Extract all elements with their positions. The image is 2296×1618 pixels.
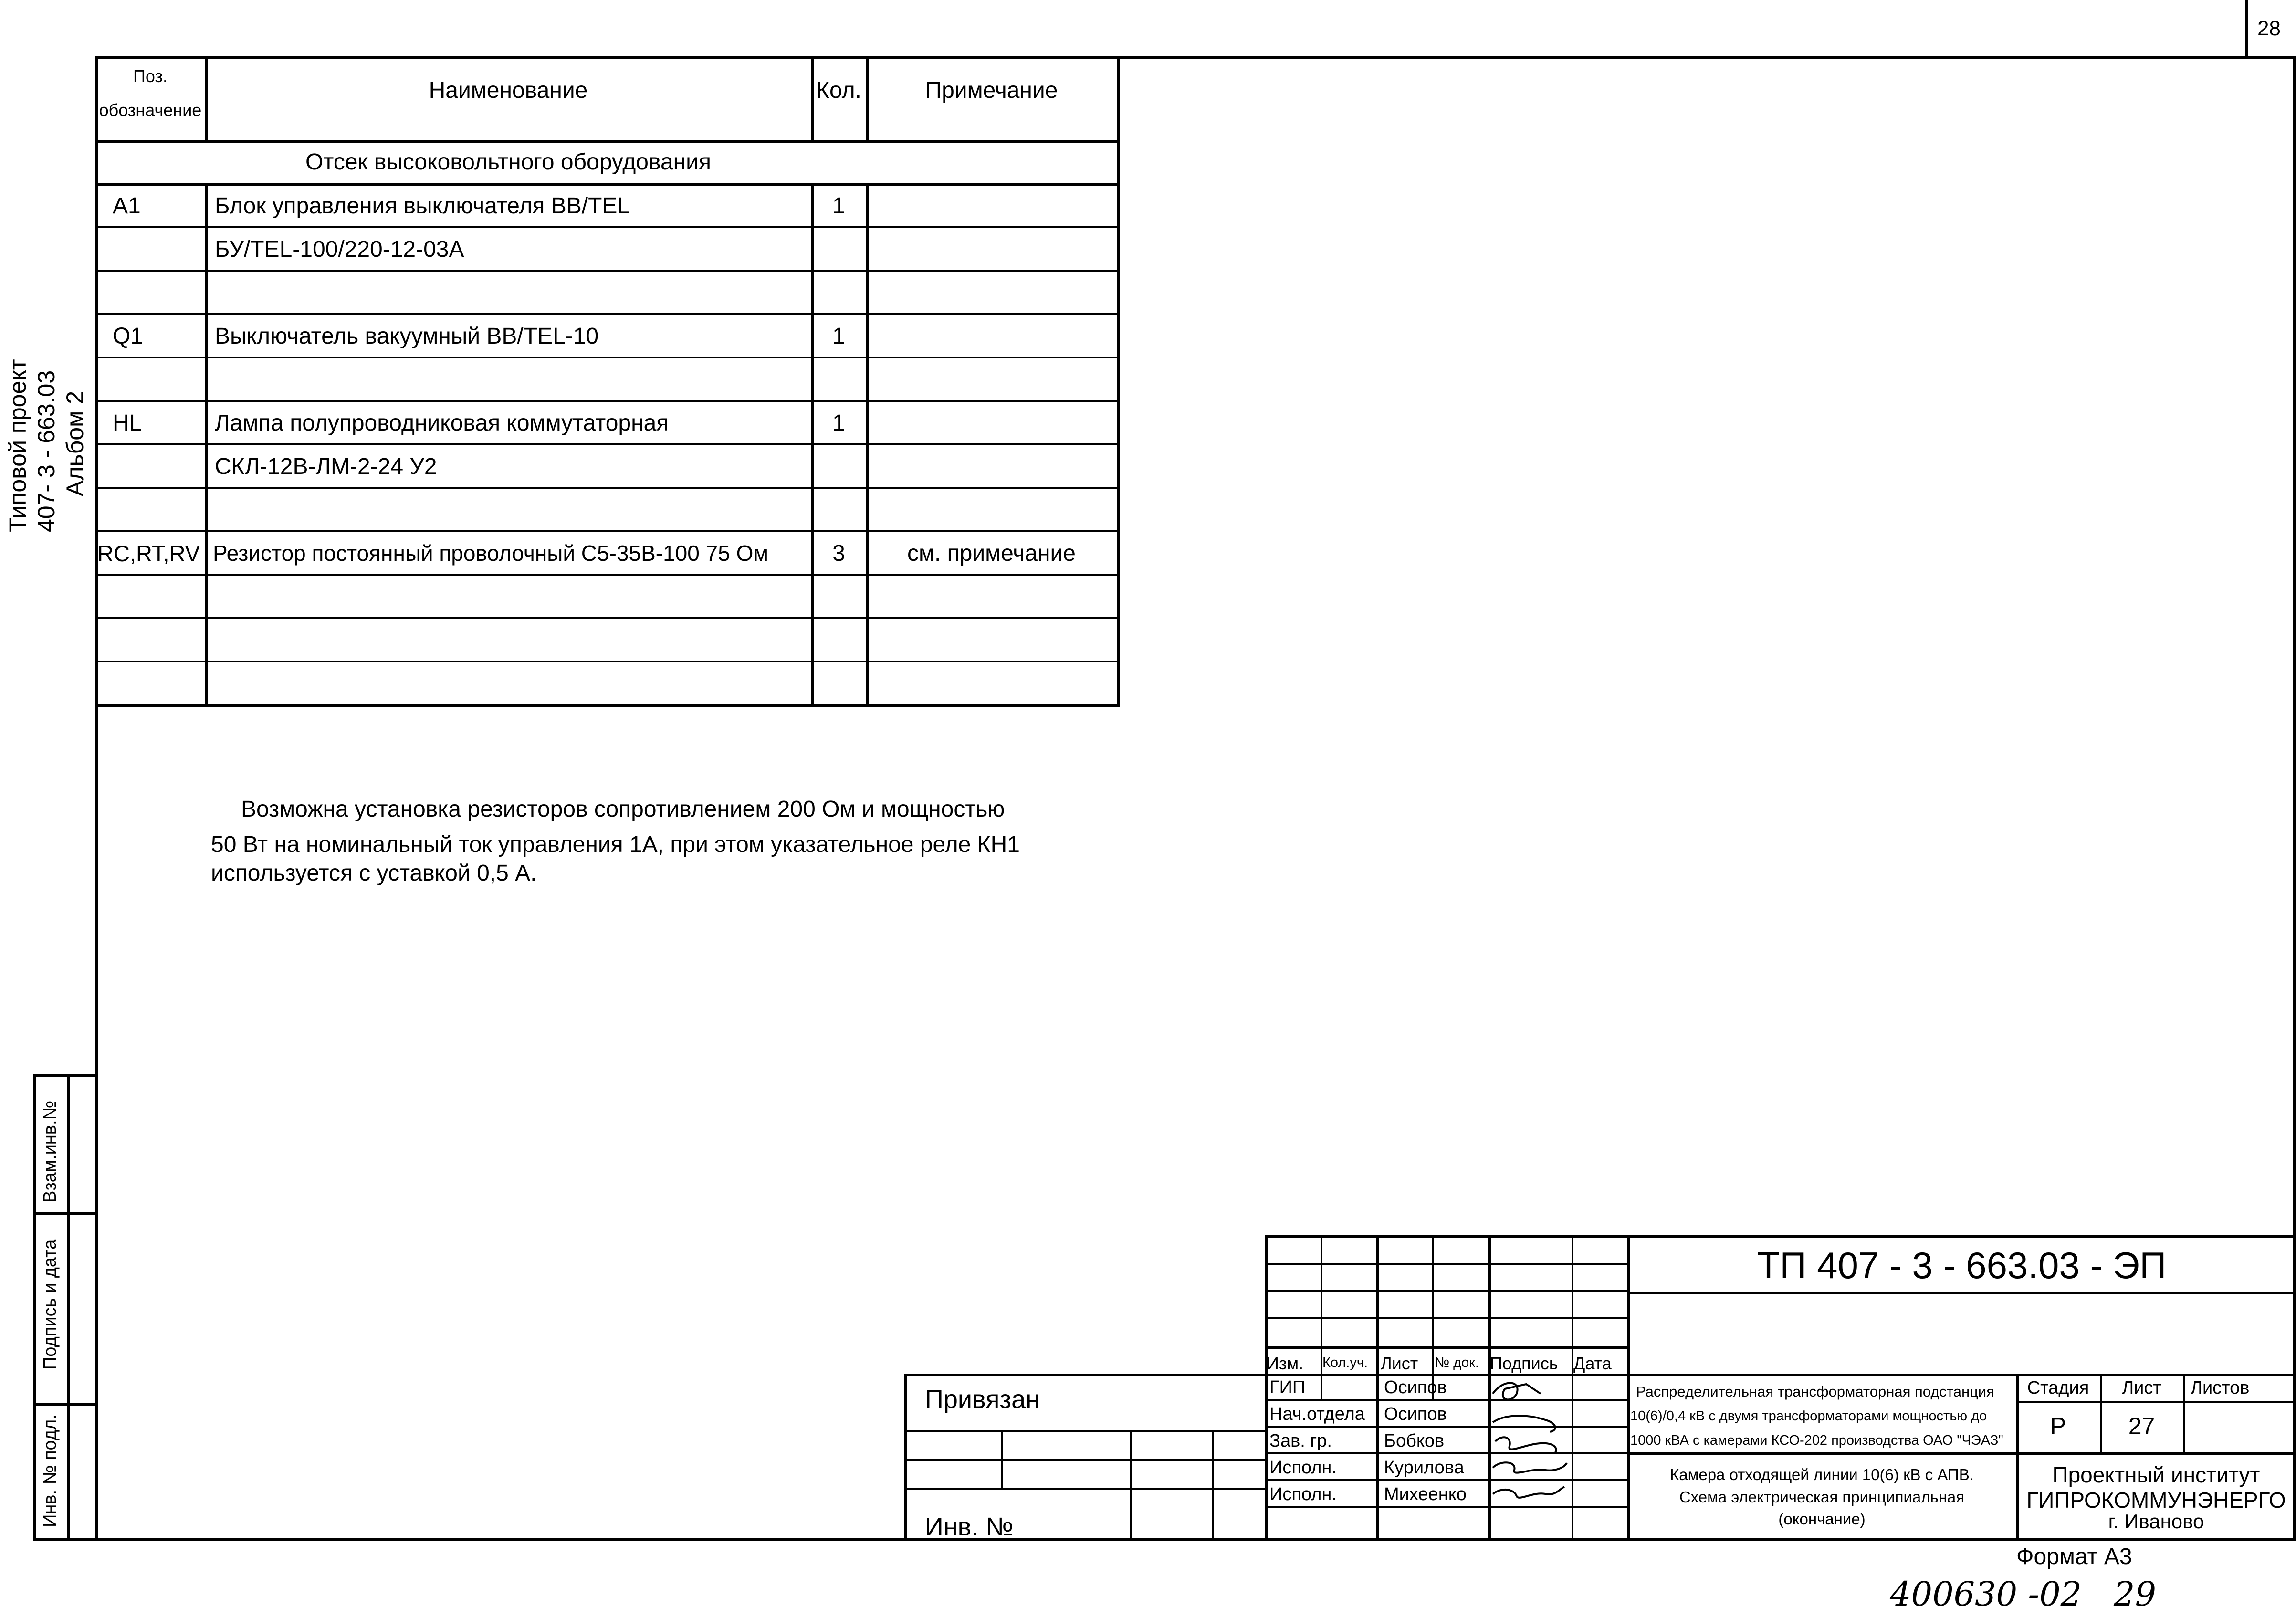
table-row-pos: Q1 <box>113 324 144 349</box>
note-line-3: используется с уставкой 0,5 А. <box>211 861 537 886</box>
bound-label: Привязан <box>925 1385 1040 1414</box>
signature-dept-head <box>1493 1416 1555 1432</box>
handwritten-archive-number: 400630 -02 29 <box>1890 1575 2157 1614</box>
project-description-line3: 1000 кВА с камерами КСО-202 производства ОАО "ЧЭАЗ" <box>1630 1433 2003 1448</box>
project-label-line3: Альбом 2 <box>62 390 88 496</box>
table-row-name: БУ/TEL-100/220-12-03А <box>215 237 464 262</box>
signature-executor-1 <box>1493 1462 1567 1472</box>
stamp-label-signature-date: Подпись и дата <box>40 1239 60 1370</box>
section-title: Отсек высоковольтного оборудования <box>305 149 711 175</box>
sheet-title-line2: Схема электрическая принципиальная <box>1679 1488 1965 1506</box>
table-row-pos: RC,RT,RV <box>97 541 200 566</box>
table-row-name: СКЛ-12В-ЛМ-2-24 У2 <box>215 454 437 479</box>
role-executor: Исполн. <box>1269 1458 1337 1478</box>
project-description-line2: 10(6)/0,4 кВ с двумя трансформаторами мощностью до <box>1630 1408 1987 1424</box>
format-label: Формат А3 <box>2016 1544 2132 1569</box>
table-row-name: Выключатель вакуумный BB/TEL-10 <box>215 324 599 349</box>
col-header-doc: № док. <box>1435 1355 1479 1370</box>
header-name: Наименование <box>429 78 588 103</box>
left-stamp-divider-2 <box>33 1403 95 1406</box>
table-row-name: Резистор постоянный проволочный С5-35В-100 75 Ом <box>213 541 768 566</box>
header-pos-line1: Поз. <box>133 66 168 86</box>
header-qty: Кол. <box>816 78 861 103</box>
left-stamp-divider-1 <box>33 1212 95 1215</box>
organization-line3: г. Иваново <box>2108 1510 2204 1533</box>
organization-line1: Проектный институт <box>2052 1462 2260 1487</box>
stage-value: Р <box>2050 1413 2066 1439</box>
role-dept-head: Нач.отдела <box>1269 1404 1365 1424</box>
table-row-name: Блок управления выключателя BB/TEL <box>215 193 630 219</box>
table-row-name: Лампа полупроводниковая коммутаторная <box>215 410 669 436</box>
table-row-qty: 1 <box>832 193 845 219</box>
stamp-label-replaced-inv: Взам.инв.№ <box>40 1100 60 1203</box>
sheets-label: Листов <box>2191 1378 2250 1398</box>
table-row-pos: HL <box>113 410 142 436</box>
sheet-number: 28 <box>2257 17 2281 40</box>
signature-executor-2 <box>1493 1487 1564 1498</box>
col-header-change: Изм. <box>1267 1354 1304 1373</box>
stamp-label-original-inv: Инв. № подл. <box>40 1414 60 1527</box>
inv-label: Инв. № <box>925 1513 1014 1541</box>
table-row-note: см. примечание <box>907 541 1076 566</box>
project-description-line1: Распределительная трансформаторная подстанция <box>1636 1383 1994 1400</box>
header-pos-line2: обозначение <box>99 100 202 120</box>
sheet-value: 27 <box>2128 1413 2155 1439</box>
name-group-head: Бобков <box>1384 1431 1445 1451</box>
col-header-date: Дата <box>1573 1354 1612 1373</box>
name-dept-head: Осипов <box>1384 1404 1447 1424</box>
header-note: Примечание <box>925 78 1058 103</box>
sheet-title-line3: (окончание) <box>1778 1510 1866 1528</box>
organization-line2: ГИПРОКОММУНЭНЕРГО <box>2026 1488 2286 1513</box>
left-stamp-inner-line <box>67 1074 70 1541</box>
col-header-sheet: Лист <box>1381 1354 1418 1373</box>
signatures <box>1488 1375 1572 1508</box>
note-line-2: 50 Вт на номинальный ток управления 1А, при этом указательное реле КН1 <box>211 832 1020 857</box>
table-row-qty: 1 <box>832 324 845 349</box>
name-gip: Осипов <box>1384 1377 1447 1397</box>
sheet-number-divider <box>2245 0 2248 56</box>
stage-label: Стадия <box>2027 1378 2089 1398</box>
col-header-count: Кол.уч. <box>1322 1355 1368 1370</box>
signature-gip <box>1493 1383 1541 1400</box>
role-executor: Исполн. <box>1269 1484 1337 1504</box>
role-group-head: Зав. гр. <box>1269 1431 1332 1451</box>
table-row-pos: A1 <box>113 193 141 219</box>
project-label-line1: Типовой проект <box>4 359 31 532</box>
document-code: ТП 407 - 3 - 663.03 - ЭП <box>1757 1244 2167 1286</box>
project-label-line2: 407- 3 - 663.03 <box>33 370 60 532</box>
name-executor: Курилова <box>1384 1458 1464 1478</box>
table-row-qty: 3 <box>832 541 845 566</box>
role-gip: ГИП <box>1269 1377 1306 1397</box>
signature-group-head <box>1495 1437 1556 1453</box>
sheet-label: Лист <box>2122 1378 2161 1398</box>
table-row-qty: 1 <box>832 410 845 436</box>
col-header-signature: Подпись <box>1490 1354 1558 1373</box>
name-executor: Михеенко <box>1384 1484 1467 1504</box>
sheet-title-line1: Камера отходящей линии 10(6) кВ с АПВ. <box>1670 1466 1974 1483</box>
note-line-1: Возможна установка резисторов сопротивлением 200 Ом и мощностью <box>241 797 1005 822</box>
